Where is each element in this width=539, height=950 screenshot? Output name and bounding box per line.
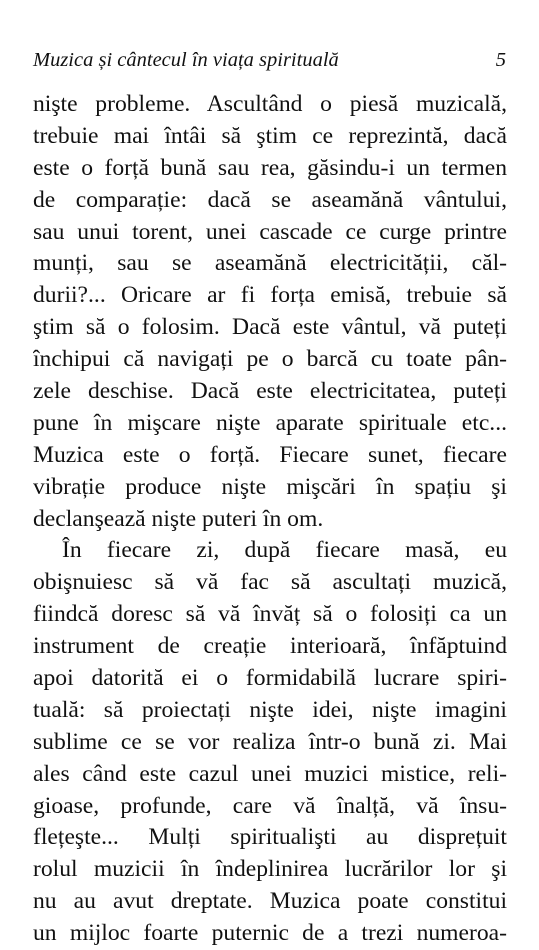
text-line: instrument de creație interioară, înfăptuind (33, 633, 507, 660)
text-line: durii?... Oricare ar fi forța emisă, trebuie să (33, 282, 507, 309)
text-line: zele deschise. Dacă este electricitatea, puteți (33, 378, 507, 405)
text-line: pune în mişcare nişte aparate spirituale etc... (33, 409, 507, 436)
text-line: tuală: să proiectați nişte idei, nişte imagini (33, 696, 507, 723)
text-line: închipui că navigați pe o barcă cu toate pân- (33, 346, 507, 373)
text-line: În fiecare zi, după fiecare masă, eu (62, 537, 507, 564)
text-line: un mijloc foarte puternic de a trezi numeroa- (33, 920, 507, 947)
text-line: munți, sau se aseamănă electricității, căl- (33, 250, 507, 277)
text-line: sau unui torent, unei cascade ce curge printre (33, 218, 507, 245)
text-line: este o forță bună sau rea, găsindu-i un termen (33, 154, 507, 181)
page-number: 5 (495, 49, 506, 71)
text-line: obişnuiesc să vă fac să ascultați muzică, (33, 569, 507, 596)
text-line: flețeşte... Mulți spiritualişti au disprețuit (33, 824, 507, 851)
text-line: sublime ce se vor realiza într-o bună zi. Mai (33, 728, 507, 755)
text-line: declanşează nişte puteri în om. (33, 505, 324, 532)
text-line: Muzica este o forță. Fiecare sunet, fiecare (33, 441, 507, 468)
text-line: gioase, profunde, care vă înalță, vă însu- (33, 792, 507, 819)
text-line: de comparație: dacă se aseamănă vântului, (33, 186, 507, 213)
text-line: fiindcă doresc să vă învăț să o folosiți ca un (33, 601, 507, 628)
text-line: ştim să o folosim. Dacă este vântul, vă puteți (33, 314, 507, 341)
running-title: Muzica și cântecul în viața spirituală (33, 49, 339, 71)
text-line: ales când este cazul unei muzici mistice, reli- (33, 760, 507, 787)
text-line: nu au avut dreptate. Muzica poate constitui (33, 888, 507, 915)
text-line: trebuie mai întâi să ştim ce reprezintă, dacă (33, 122, 507, 149)
text-line: apoi datorită ei o formidabilă lucrare spiri- (33, 665, 507, 692)
body-text (33, 89, 507, 950)
text-line: nişte probleme. Ascultând o piesă muzicală, (33, 91, 507, 117)
text-line: rolul muzicii în îndeplinirea lucrărilor lor şi (33, 856, 507, 883)
text-line: vibrație produce nişte mişcări în spațiu şi (33, 473, 507, 500)
running-header (33, 48, 506, 72)
